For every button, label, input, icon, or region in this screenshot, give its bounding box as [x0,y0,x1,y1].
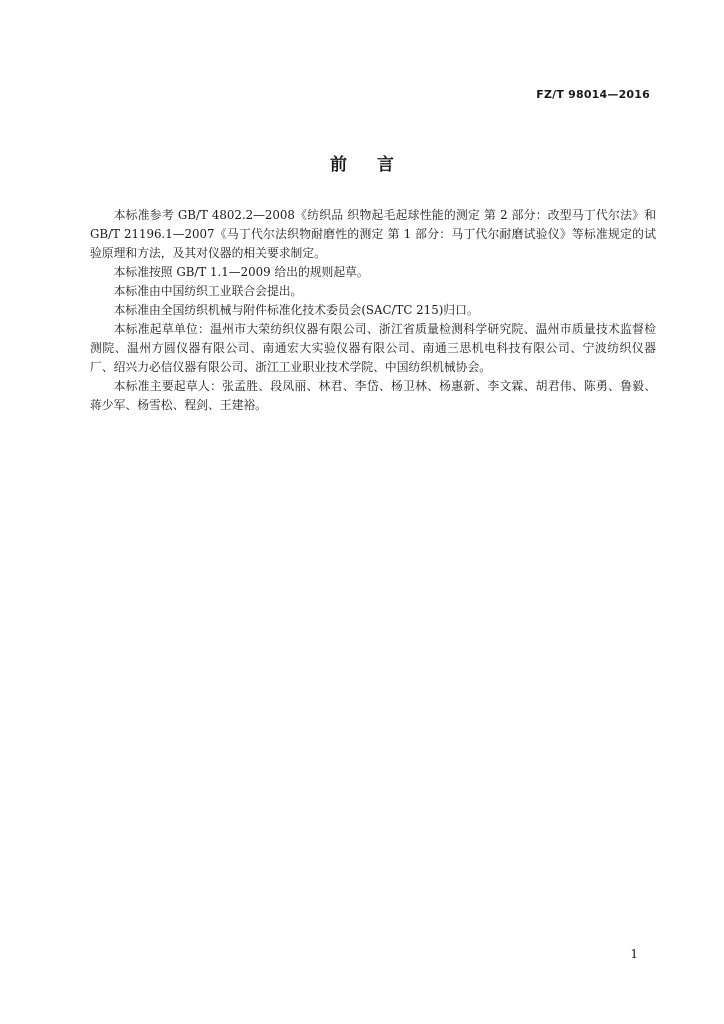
paragraph-main-drafters: 本标准主要起草人：张孟胜、段凤丽、林君、李岱、杨卫林、杨惠新、李文霖、胡君伟、陈勇、鲁毅、蒋少军、杨雪松、程剑、王建裕。 [90,379,656,412]
paragraph-drafting-units: 本标准起草单位：温州市大荣纺织仪器有限公司、浙江省质量检测科学研究院、温州市质量技术监督检测院、温州方圆仪器有限公司、南通宏大实验仪器有限公司、南通三思机电科技有限公司、宁波纺织仪器厂、绍兴力必信仪器有限公司、浙江工业职业技术学院、中国纺织机械协会。 [90,322,656,374]
paragraph-drafting-rules: 本标准按照 GB/T 1.1—2009 给出的规则起草。 [113,265,369,279]
foreword-body [90,206,656,415]
paragraph-centralized-by: 本标准由全国纺织机械与附件标准化技术委员会(SAC/TC 215)归口。 [113,303,479,317]
paragraph-reference-standards: 本标准参考 GB/T 4802.2—2008《纺织品 织物起毛起球性能的测定 第 2 部分：改型马丁代尔法》和 GB/T 21196.1—2007《马丁代尔法织物耐磨性的测定 第 1 部分：马丁代尔耐磨试验仪》等标准规定的试验原理和方法，及其对仪器的相关要求制定。 [90,208,656,260]
page-number: 1 [630,947,638,961]
page-title: 前言 [330,155,424,175]
paragraph-proposed-by: 本标准由中国纺织工业联合会提出。 [113,284,303,298]
standard-code: FZ/T 98014—2016 [536,88,650,101]
